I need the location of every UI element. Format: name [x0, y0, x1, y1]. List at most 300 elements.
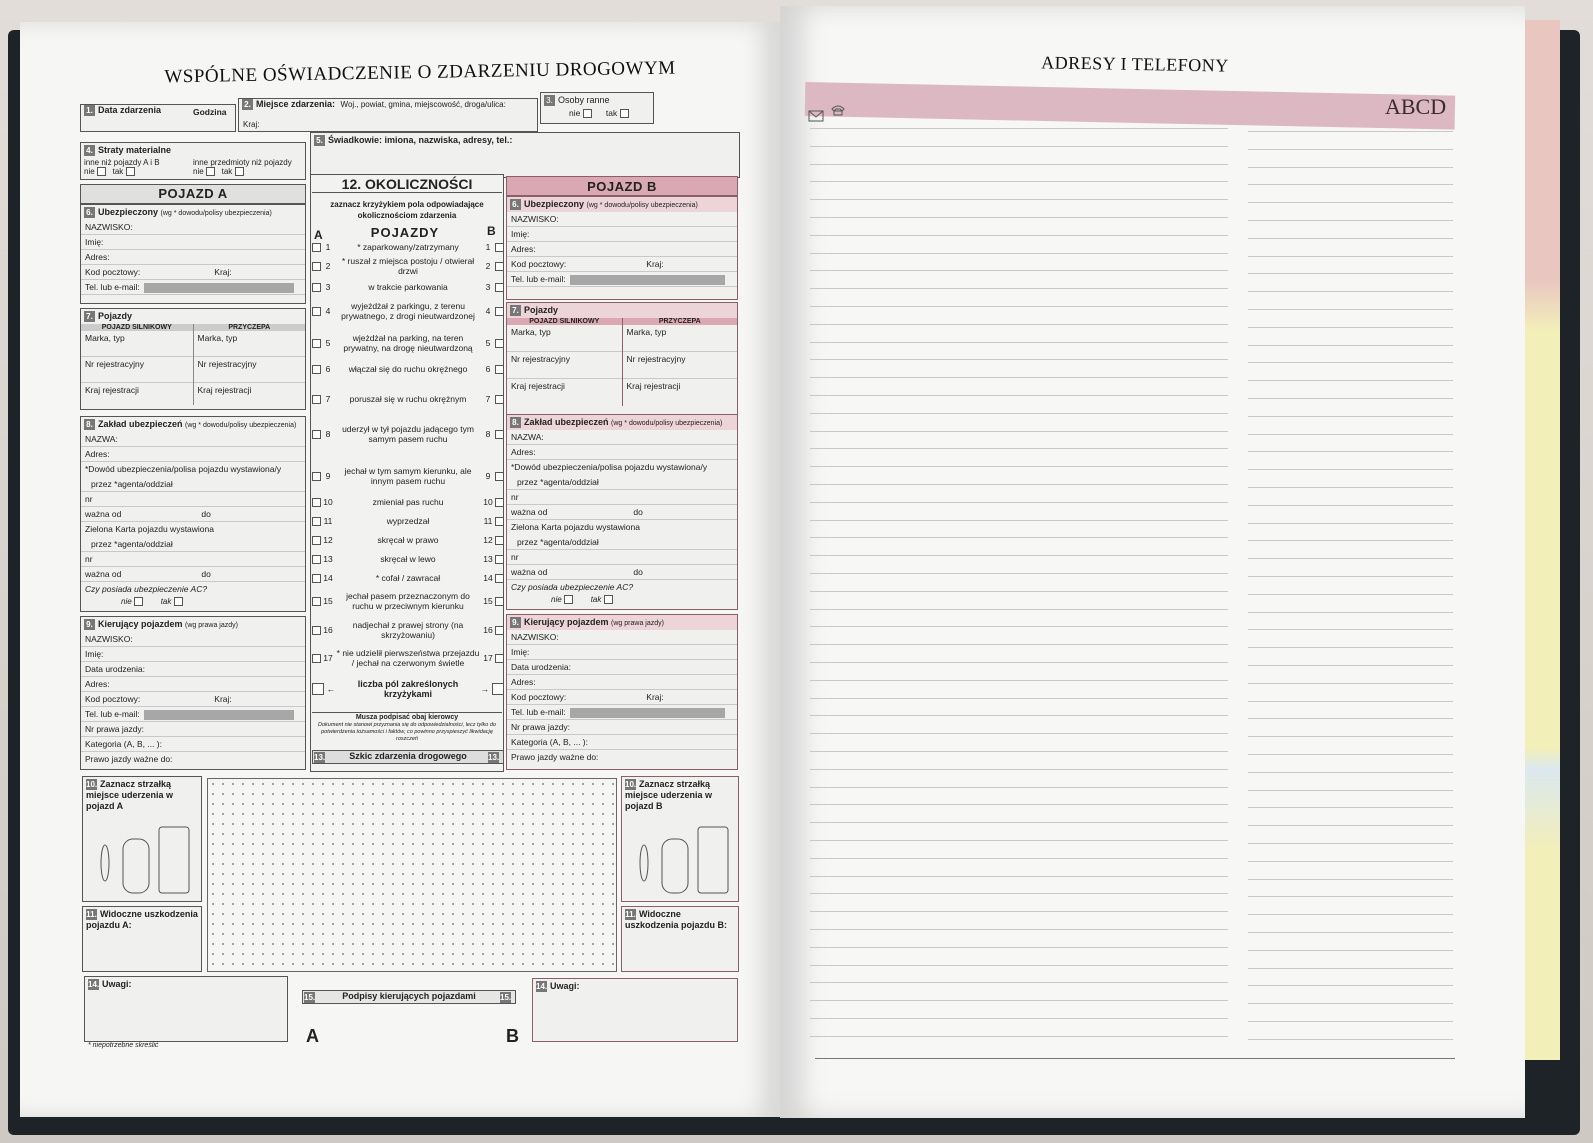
circ-10-b-checkbox[interactable]	[495, 498, 504, 507]
ruled-line-left[interactable]	[810, 591, 1228, 592]
ruled-line-right[interactable]	[1248, 576, 1453, 577]
circ-12-b-checkbox[interactable]	[495, 536, 504, 545]
circ-4-b-checkbox[interactable]	[495, 307, 504, 316]
circumstance-17: 17 * nie udzielił pierwszeństwa przejazdu / jechał na czerwonym świetle 17	[312, 648, 504, 668]
insurer-a-label: Zakład ubezpieczeń	[98, 419, 183, 429]
vehicles-a-trailer: PRZYCZEPA	[194, 324, 306, 331]
vehicles-b-country: Kraj rejestracji	[511, 381, 565, 391]
ruled-line-right[interactable]	[1248, 309, 1453, 310]
damages-a-no: nie	[84, 167, 95, 176]
ruled-line-left[interactable]	[810, 751, 1228, 752]
insured-a: 6. Ubezpieczony (wg * dowodu/polisy ubezpieczenia) NAZWISKO: Imię: Adres: Kod pocztowy: Kraj: Tel. lub e-mail:	[80, 204, 306, 304]
ruled-line-left[interactable]	[810, 342, 1228, 343]
ruled-line-left[interactable]	[810, 1036, 1228, 1037]
insured-a-postcode: Kod pocztowy: Kraj:	[81, 265, 305, 280]
circ-16-b-checkbox[interactable]	[495, 626, 504, 635]
ruled-line-left[interactable]	[810, 626, 1228, 627]
driver-a-category: Kategoria (A, B, ... ):	[81, 737, 305, 752]
ruled-line-left[interactable]	[810, 448, 1228, 449]
insured-a-hint: (wg * dowodu/polisy ubezpieczenia)	[160, 210, 272, 217]
circ-2-b-checkbox[interactable]	[495, 262, 504, 271]
injured-no: nie	[569, 108, 581, 118]
ruled-line-right[interactable]	[1248, 1021, 1453, 1022]
ruled-line-right[interactable]	[1248, 167, 1453, 168]
ruled-line-left[interactable]	[810, 324, 1228, 325]
form-title: WSPÓLNE OŚWIADCZENIE O ZDARZENIU DROGOWYM	[164, 57, 676, 88]
circ-4-a-checkbox[interactable]	[312, 307, 321, 316]
insurer-a-green-card: Zielona Karta pojazdu wystawiona	[85, 524, 214, 534]
ruled-line-left[interactable]	[810, 787, 1228, 788]
trailer-b-reg: Nr rejestracyjny	[623, 352, 738, 379]
damages-a-yes: tak	[112, 167, 124, 176]
ruled-line-left[interactable]	[810, 484, 1228, 485]
injured-yes: tak	[605, 108, 618, 118]
arrow-left-icon: ←	[326, 684, 336, 694]
insured-b-postcode: Kod pocztowy: Kraj:	[507, 257, 737, 272]
insurer-b-name: NAZWA:	[507, 430, 737, 445]
circ-16-a-checkbox[interactable]	[312, 626, 321, 635]
circumstance-9: 9 jechał w tym samym kierunku, ale innym pasem ruchu 9	[312, 466, 504, 486]
disclaimer: Dokument nie stanowi przyznania się do odpowiedzialności, lecz tylko do potwierdzenia tożsamości i faktów, co powinno przyspieszyć likwidację roszczeń	[318, 722, 496, 742]
section-witnesses: 5. Świadkowie: imiona, nazwiska, adresy, tel.:	[310, 132, 740, 178]
ruled-line-left[interactable]	[810, 377, 1228, 378]
driver-b-contact: Tel. lub e-mail:	[507, 705, 737, 720]
ruled-line-right[interactable]	[1248, 416, 1453, 417]
ruled-line-right[interactable]	[1248, 861, 1453, 862]
vehicle-b-header: POJAZD B	[506, 176, 738, 196]
circ-13-b-checkbox[interactable]	[495, 555, 504, 564]
ruled-line-left[interactable]	[810, 555, 1228, 556]
circumstance-2: 2 * ruszał z miejsca postoju / otwierał drzwi 2	[312, 256, 504, 276]
trailer-a-make: Marka, typ	[194, 331, 306, 357]
signatures: 15. Podpisy kierujących pojazdami 15.	[302, 990, 516, 1004]
ruled-line-left[interactable]	[810, 911, 1228, 912]
ruled-line-left[interactable]	[810, 965, 1228, 966]
circ-5-a-checkbox[interactable]	[312, 339, 321, 348]
insurer-b-green-valid: ważna od do	[507, 565, 737, 580]
insured-b-address: Adres:	[507, 242, 737, 257]
ac-a-yes-checkbox[interactable]	[174, 597, 183, 606]
circ-8-a-checkbox[interactable]	[312, 430, 321, 439]
ruled-line-left[interactable]	[810, 858, 1228, 859]
insurer-b-agent: przez *agenta/oddział	[507, 475, 737, 490]
ruled-line-right[interactable]	[1248, 683, 1453, 684]
circ-14-a-checkbox[interactable]	[312, 574, 321, 583]
vehicles-a-country: Kraj rejestracji	[85, 385, 139, 395]
circ-17-a-checkbox[interactable]	[312, 654, 321, 663]
time-label: Godzina	[193, 107, 227, 117]
ruled-line-right[interactable]	[1248, 896, 1453, 897]
circ-6-b-checkbox[interactable]	[495, 365, 504, 374]
ruled-line-right[interactable]	[1248, 932, 1453, 933]
insurer-a-name: NAZWA:	[81, 432, 305, 447]
remarks-a-label: Uwagi:	[102, 979, 132, 989]
place-country: Kraj:	[243, 120, 260, 129]
vehicles-a-motor: POJAZD SILNIKOWY	[81, 324, 193, 331]
ruled-line-left[interactable]	[810, 733, 1228, 734]
ruled-line-left[interactable]	[810, 520, 1228, 521]
insurer-a-hint: (wg * dowodu/polisy ubezpieczenia)	[185, 422, 297, 429]
ruled-line-left[interactable]	[810, 644, 1228, 645]
driver-a-contact: Tel. lub e-mail:	[81, 707, 305, 722]
ruled-line-left[interactable]	[810, 876, 1228, 877]
driver-b-valid: Prawo jazdy ważne do:	[511, 752, 599, 762]
damages-b-no-checkbox[interactable]	[206, 167, 215, 176]
circumstance-5: 5 wjeżdżał na parking, na teren prywatny, na drogę nieutwardzoną 5	[312, 333, 504, 353]
signature-b[interactable]: B	[506, 1026, 519, 1046]
driver-a-dob: Data urodzenia:	[81, 662, 305, 677]
ruled-line-left[interactable]	[810, 822, 1228, 823]
driver-a: 9. Kierujący pojazdem (wg prawa jazdy) NAZWISKO: Imię: Data urodzenia: Adres: Kod pocztowy: Kraj: Tel. lub e-mail: Nr prawa jazdy: Kategoria (A, B, ... ): Prawo jazdy ważne do:	[80, 616, 306, 770]
ruled-line-right[interactable]	[1248, 469, 1453, 470]
ruled-line-left[interactable]	[810, 680, 1228, 681]
ruled-line-left[interactable]	[810, 502, 1228, 503]
circ-3-b-checkbox[interactable]	[495, 283, 504, 292]
ruled-line-right[interactable]	[1248, 505, 1453, 506]
ruled-line-right[interactable]	[1248, 968, 1453, 969]
right-page-title: ADRESY I TELEFONY	[1041, 52, 1229, 76]
damages-a-no-checkbox[interactable]	[97, 167, 106, 176]
ruled-line-left[interactable]	[810, 698, 1228, 699]
ruled-line-left[interactable]	[810, 1000, 1228, 1001]
ruled-line-right[interactable]	[1248, 807, 1453, 808]
ruled-line-right[interactable]	[1248, 540, 1453, 541]
ruled-line-right[interactable]	[1248, 149, 1453, 150]
ruled-line-left[interactable]	[810, 893, 1228, 894]
ruled-line-right[interactable]	[1248, 398, 1453, 399]
circ-6-a-checkbox[interactable]	[312, 365, 321, 374]
trailer-b-country: Kraj rejestracji	[626, 381, 681, 391]
circumstance-13: 13 skręcał w lewo 13	[312, 554, 504, 564]
damages-b-yes: tak	[221, 167, 233, 176]
ruled-line-right[interactable]	[1248, 772, 1453, 773]
signature-a[interactable]: A	[306, 1026, 319, 1046]
circumstances-col-a: A	[314, 228, 323, 242]
vehicles-b-make: Marka, typ	[507, 325, 622, 352]
ruled-line-left[interactable]	[810, 359, 1228, 360]
insurer-b: 8. Zakład ubezpieczeń (wg * dowodu/polisy ubezpieczenia) NAZWA: Adres: *Dowód ubezpieczenia/polisa pojazdu wystawiona/y przez *agenta/oddział nr ważna od do Zielona Karta pojazdu wystawiona przez *agenta/oddział nr ważna od do Czy posiada ubezpieczenie AC? nie tak	[506, 414, 738, 610]
insurer-a-ac: Czy posiada ubezpieczenie AC?	[85, 584, 208, 594]
circumstance-10: 10 zmieniał pas ruchu 10	[312, 497, 504, 507]
circumstance-4: 4 wyjeżdżał z parkingu, z terenu prywatnego, z drogi nieutwardzonej 4	[312, 301, 504, 321]
ruled-line-left[interactable]	[810, 769, 1228, 770]
section-damages: 4. Straty materialne inne niż pojazdy A i B nie tak inne przedmioty niż pojazdy nie tak	[80, 142, 306, 180]
insured-b-surname: NAZWISKO:	[507, 212, 737, 227]
insured-b-name: Imię:	[507, 227, 737, 242]
insured-a-address: Adres:	[81, 250, 305, 265]
date-label: Data zdarzenia	[98, 105, 162, 115]
insurer-b-label: Zakład ubezpieczeń	[524, 417, 609, 427]
ruled-line-right[interactable]	[1248, 362, 1453, 363]
circumstance-16: 16 nadjechał z prawej strony (na skrzyżowaniu) 16	[312, 620, 504, 640]
driver-b-dob: Data urodzenia:	[507, 660, 737, 675]
right-page	[780, 6, 1525, 1118]
damages-b-no: nie	[193, 167, 204, 176]
insurer-a-address: Adres:	[81, 447, 305, 462]
ruled-line-right[interactable]	[1248, 665, 1453, 666]
ruled-line-right[interactable]	[1248, 327, 1453, 328]
driver-b-postcode: Kod pocztowy: Kraj:	[507, 690, 737, 705]
driver-a-valid: Prawo jazdy ważne do:	[85, 754, 173, 764]
ruled-line-left[interactable]	[810, 181, 1228, 182]
ruled-line-right[interactable]	[1248, 790, 1453, 791]
circ-12-a-checkbox[interactable]	[312, 536, 321, 545]
footnote: * niepotrzebne skreślić	[88, 1042, 159, 1049]
ruled-line-right[interactable]	[1248, 754, 1453, 755]
circ-2-a-checkbox[interactable]	[312, 262, 321, 271]
circumstances-title: 12. OKOLICZNOŚCI	[312, 176, 502, 193]
ruled-line-right[interactable]	[1248, 1039, 1453, 1040]
insured-b: 6. Ubezpieczony (wg * dowodu/polisy ubezpieczenia) NAZWISKO: Imię: Adres: Kod pocztowy: Kraj: Tel. lub e-mail:	[506, 196, 738, 300]
map-page-edge	[1520, 20, 1560, 1060]
vehicles-b-label: Pojazdy	[524, 305, 559, 315]
circumstances-vehicles: POJAZDY	[370, 225, 440, 240]
place-hint: Woj., powiat, gmina, miejscowość, droga/ulica:	[340, 100, 506, 109]
ruled-line-right[interactable]	[1248, 523, 1453, 524]
ruled-line-right[interactable]	[1248, 843, 1453, 844]
driver-a-postcode: Kod pocztowy: Kraj:	[81, 692, 305, 707]
circ-1-a-checkbox[interactable]	[312, 243, 321, 252]
insurer-b-green-card: Zielona Karta pojazdu wystawiona	[511, 522, 640, 532]
ruled-line-left[interactable]	[810, 395, 1228, 396]
count-b-box[interactable]	[492, 683, 504, 695]
remarks-b-label: Uwagi:	[550, 981, 580, 991]
circumstance-15: 15 jechał pasem przeznaczonym do ruchu w przeciwnym kierunku 15	[312, 591, 504, 611]
circumstance-7: 7 poruszał się w ruchu okrężnym 7	[312, 394, 504, 404]
circumstance-count: ← liczba pól zakreślonych krzyżykami →	[312, 679, 504, 699]
sketch-grid[interactable]	[207, 778, 617, 972]
driver-b-surname: NAZWISKO:	[507, 630, 737, 645]
vehicles-a-reg: Nr rejestracyjny	[81, 357, 193, 383]
damage-b: 11. Widoczne uszkodzenia pojazdu B:	[621, 906, 739, 972]
trailer-b-make: Marka, typ	[623, 325, 738, 352]
ac-a-no-checkbox[interactable]	[134, 597, 143, 606]
insurer-a: 8. Zakład ubezpieczeń (wg * dowodu/polisy ubezpieczenia) NAZWA: Adres: *Dowód ubezpieczenia/polisa pojazdu wystawiona/y przez *agenta/oddział nr ważna od do Zielona Karta pojazdu wystawiona przez *agenta/oddział nr ważna od do Czy posiada ubezpieczenie AC? nie tak	[80, 416, 306, 612]
ruled-line-right[interactable]	[1248, 345, 1453, 346]
ruled-line-left[interactable]	[810, 929, 1228, 930]
sketch-header: 13. Szkic zdarzenia drogowego 13.	[312, 750, 504, 764]
circ-8-b-checkbox[interactable]	[495, 430, 504, 439]
ruled-line-left[interactable]	[810, 128, 1228, 129]
insured-a-surname: NAZWISKO:	[81, 220, 305, 235]
driver-b-category: Kategoria (A, B, ... ):	[507, 735, 737, 750]
ruled-line-left[interactable]	[810, 306, 1228, 307]
circ-1-b-checkbox[interactable]	[495, 243, 504, 252]
insurer-b-nr: nr	[507, 490, 737, 505]
circ-11-a-checkbox[interactable]	[312, 517, 321, 526]
circ-9-a-checkbox[interactable]	[312, 472, 321, 481]
vehicles-b: 7. Pojazdy POJAZD SILNIKOWY Marka, typ Nr rejestracyjny Kraj rejestracji PRZYCZEPA Marka, typ Nr rejestracyjny Kraj rejestracji	[506, 302, 738, 416]
ruled-line-right[interactable]	[1248, 451, 1453, 452]
vehicles-b-motor: POJAZD SILNIKOWY	[507, 318, 622, 325]
vehicles-b-trailer: PRZYCZEPA	[623, 318, 738, 325]
insurer-b-hint: (wg * dowodu/polisy ubezpieczenia)	[611, 420, 723, 427]
ruled-line-left[interactable]	[810, 715, 1228, 716]
vehicles-b-reg: Nr rejestracyjny	[507, 352, 622, 379]
alphabet-tab: ABCD	[1385, 94, 1447, 119]
count-a-box[interactable]	[312, 683, 324, 695]
ruled-line-left[interactable]	[810, 413, 1228, 414]
ac-b-yes-checkbox[interactable]	[604, 595, 613, 604]
ruled-line-right[interactable]	[1248, 202, 1453, 203]
ruled-line-right[interactable]	[1248, 629, 1453, 630]
insured-a-label: Ubezpieczony	[98, 207, 159, 217]
damages-a-yes-checkbox[interactable]	[126, 167, 135, 176]
signatures-label: Podpisy kierujących pojazdami	[342, 991, 476, 1001]
ruled-line-left[interactable]	[810, 537, 1228, 538]
section-place: 2. Miejsce zdarzenia: Woj., powiat, gmina, miejscowość, droga/ulica: Kraj:	[238, 98, 538, 132]
arrow-right-icon: →	[480, 684, 490, 694]
circ-15-b-checkbox[interactable]	[495, 597, 504, 606]
circumstance-11: 11 wyprzedzał 11	[312, 516, 504, 526]
insurer-b-ac: Czy posiada ubezpieczenie AC?	[511, 582, 634, 592]
damage-b-label: Widoczne uszkodzenia pojazdu B:	[625, 909, 728, 930]
ruled-line-right[interactable]	[1248, 879, 1453, 880]
insurer-b-address: Adres:	[507, 445, 737, 460]
damages-other-vehicles: inne niż pojazdy A i B	[84, 158, 160, 167]
ruled-line-left[interactable]	[810, 146, 1228, 147]
circ-5-b-checkbox[interactable]	[495, 339, 504, 348]
circ-9-b-checkbox[interactable]	[495, 472, 504, 481]
ruled-line-right[interactable]	[1248, 131, 1453, 132]
ruled-line-left[interactable]	[810, 164, 1228, 165]
ruled-line-right[interactable]	[1248, 594, 1453, 595]
ruled-line-left[interactable]	[810, 253, 1228, 254]
ruled-line-left[interactable]	[810, 840, 1228, 841]
vehicles-a-label: Pojazdy	[98, 311, 133, 321]
ruled-line-left[interactable]	[810, 288, 1228, 289]
ruled-line-right[interactable]	[1248, 273, 1453, 274]
insurer-b-green-agent: przez *agenta/oddział	[507, 535, 737, 550]
remarks-a: 14. Uwagi:	[84, 976, 288, 1042]
ruled-line-right[interactable]	[1248, 825, 1453, 826]
insured-a-contact: Tel. lub e-mail:	[81, 280, 305, 295]
ruled-line-right[interactable]	[1248, 291, 1453, 292]
insurer-a-green-valid: ważna od do	[81, 567, 305, 582]
ruled-line-left[interactable]	[810, 466, 1228, 467]
telephone-icon	[830, 104, 846, 116]
vehicles-a-make: Marka, typ	[81, 331, 193, 357]
driver-a-address: Adres:	[81, 677, 305, 692]
ruled-line-right[interactable]	[1248, 736, 1453, 737]
ruled-line-right[interactable]	[1248, 256, 1453, 257]
ruled-line-right[interactable]	[1248, 380, 1453, 381]
place-label: Miejsce zdarzenia:	[256, 99, 336, 109]
circumstance-12: 12 skręcał w prawo 12	[312, 535, 504, 545]
ruled-line-right[interactable]	[1248, 220, 1453, 221]
ruled-line-left[interactable]	[810, 217, 1228, 218]
insurer-a-green-nr: nr	[81, 552, 305, 567]
insurer-a-valid: ważna od do	[81, 507, 305, 522]
ruled-line-left[interactable]	[810, 804, 1228, 805]
insured-b-label: Ubezpieczony	[524, 199, 585, 209]
insurer-a-agent: przez *agenta/oddział	[81, 477, 305, 492]
circumstances-instruction: zaznacz krzyżykiem pola odpowiadające okolicznościom zdarzenia	[330, 200, 484, 220]
ruled-line-right[interactable]	[1248, 612, 1453, 613]
circ-7-b-checkbox[interactable]	[495, 395, 504, 404]
ruled-line-right[interactable]	[1248, 701, 1453, 702]
circumstance-6: 6 włączał się do ruchu okrężnego 6	[312, 364, 504, 374]
ruled-line-right[interactable]	[1248, 950, 1453, 951]
ruled-line-right[interactable]	[1248, 914, 1453, 915]
circ-3-a-checkbox[interactable]	[312, 283, 321, 292]
ruled-line-left[interactable]	[810, 431, 1228, 432]
circumstance-3: 3 w trakcie parkowania 3	[312, 282, 504, 292]
injured-yes-checkbox[interactable]	[620, 109, 629, 118]
vehicle-outlines-a-icon	[89, 825, 199, 895]
driver-b-hint: (wg prawa jazdy)	[611, 620, 664, 627]
insurer-a-nr: nr	[81, 492, 305, 507]
driver-a-license: Nr prawa jazdy:	[81, 722, 305, 737]
circ-10-a-checkbox[interactable]	[312, 498, 321, 507]
insured-b-hint: (wg * dowodu/polisy ubezpieczenia)	[586, 202, 698, 209]
witnesses-label: Świadkowie: imiona, nazwiska, adresy, tel.:	[328, 135, 513, 145]
damages-b-yes-checkbox[interactable]	[235, 167, 244, 176]
vehicle-a-header: POJAZD A	[80, 184, 306, 204]
insurer-b-green-nr: nr	[507, 550, 737, 565]
ruled-line-right[interactable]	[1248, 184, 1453, 185]
ruled-line-right[interactable]	[1248, 434, 1453, 435]
impact-a-label: Zaznacz strzałką miejsce uderzenia w pojazd A	[86, 779, 174, 811]
ruled-line-left[interactable]	[810, 982, 1228, 983]
section-injured: 3. Osoby ranne nie tak	[540, 92, 654, 124]
ruled-line-right[interactable]	[1248, 487, 1453, 488]
ruled-line-left[interactable]	[810, 573, 1228, 574]
driver-a-label: Kierujący pojazdem	[98, 619, 183, 629]
driver-b-label: Kierujący pojazdem	[524, 617, 609, 627]
ruled-line-left[interactable]	[810, 235, 1228, 236]
circ-15-a-checkbox[interactable]	[312, 597, 321, 606]
ruled-line-right[interactable]	[1248, 647, 1453, 648]
ruled-line-left[interactable]	[810, 609, 1228, 610]
damage-a: 11. Widoczne uszkodzenia pojazdu A:	[82, 906, 202, 972]
ruled-line-left[interactable]	[810, 270, 1228, 271]
circumstance-1: 1 * zaparkowany/zatrzymany 1	[312, 242, 504, 252]
ruled-line-right[interactable]	[1248, 1003, 1453, 1004]
ruled-line-left[interactable]	[810, 1018, 1228, 1019]
impact-a: 10. Zaznacz strzałką miejsce uderzenia w pojazd A	[82, 776, 202, 902]
ruled-line-right[interactable]	[1248, 238, 1453, 239]
circ-13-a-checkbox[interactable]	[312, 555, 321, 564]
circ-7-a-checkbox[interactable]	[312, 395, 321, 404]
injured-label: Osoby ranne	[558, 95, 610, 105]
circ-17-b-checkbox[interactable]	[495, 654, 504, 663]
bottom-rule	[815, 1058, 1455, 1059]
circ-11-b-checkbox[interactable]	[495, 517, 504, 526]
ruled-line-left[interactable]	[810, 947, 1228, 948]
ruled-line-right[interactable]	[1248, 558, 1453, 559]
ruled-line-right[interactable]	[1248, 718, 1453, 719]
trailer-a-reg: Nr rejestracyjny	[194, 357, 306, 383]
impact-b: 10. Zaznacz strzałką miejsce uderzenia w pojazd B	[621, 776, 739, 902]
circ-14-b-checkbox[interactable]	[495, 574, 504, 583]
vehicles-a: 7. Pojazdy POJAZD SILNIKOWY Marka, typ Nr rejestracyjny Kraj rejestracji PRZYCZEPA Marka, typ Nr rejestracyjny Kraj rejestracji	[80, 308, 306, 410]
insured-a-country: Kraj:	[214, 267, 232, 277]
insurer-a-green-agent: przez *agenta/oddział	[81, 537, 305, 552]
ac-b-no-checkbox[interactable]	[564, 595, 573, 604]
ruled-line-right[interactable]	[1248, 985, 1453, 986]
vehicle-outlines-b-icon	[628, 825, 738, 895]
damage-a-label: Widoczne uszkodzenia pojazdu A:	[86, 909, 198, 930]
ruled-line-left[interactable]	[810, 199, 1228, 200]
insurer-b-valid: ważna od do	[507, 505, 737, 520]
ruled-line-left[interactable]	[810, 662, 1228, 663]
insurer-b-policy: *Dowód ubezpieczenia/polisa pojazdu wystawiona/y	[511, 462, 708, 472]
circumstance-8: 8 uderzył w tył pojazdu jadącego tym samym pasem ruchu 8	[312, 424, 504, 444]
injured-no-checkbox[interactable]	[583, 109, 592, 118]
envelope-icon	[808, 110, 824, 122]
trailer-a-country: Kraj rejestracji	[197, 385, 252, 395]
